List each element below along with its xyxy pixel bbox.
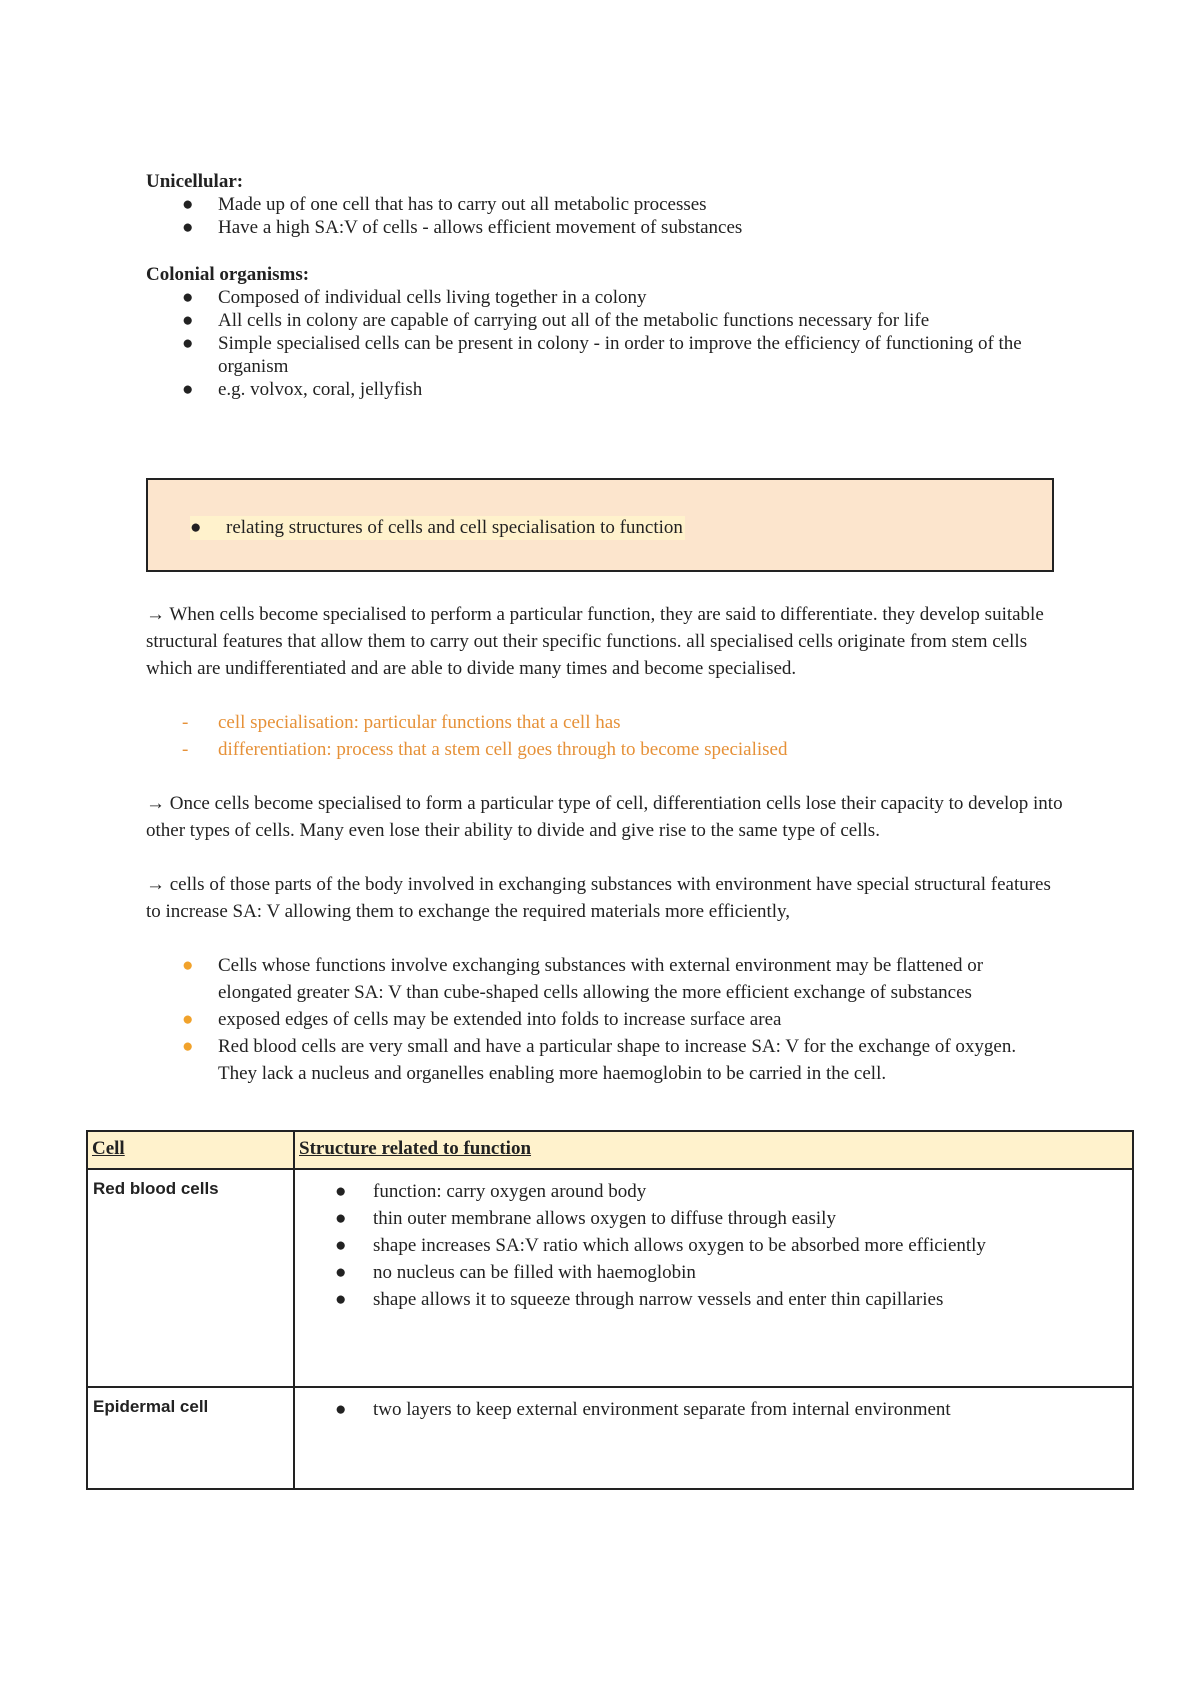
unicellular-section <box>146 170 1046 239</box>
bullet-icon: ● <box>182 955 194 976</box>
list-item: ● e.g. volvox, coral, jellyfish <box>182 379 423 400</box>
list-item: ● Made up of one cell that has to carry out all metabolic processes <box>182 194 707 215</box>
bullet-icon: ● <box>182 1009 194 1030</box>
syllabus-callout-box <box>146 478 1054 572</box>
bullet-icon: ● <box>335 1208 347 1229</box>
colonial-section <box>146 263 1046 401</box>
list-item: ● All cells in colony are capable of carrying out all of the metabolic functions necessary for life <box>182 310 930 331</box>
bullet-icon: ● <box>190 517 202 538</box>
list-item: ● Have a high SA:V of cells - allows efficient movement of substances <box>182 217 743 238</box>
table-cell-description <box>294 1169 1133 1387</box>
list-item: ● shape increases SA:V ratio which allows oxygen to be absorbed more efficiently <box>295 1232 1132 1259</box>
bullet-icon: ● <box>182 217 194 238</box>
list-item: - cell specialisation: particular functions that a cell has <box>182 712 621 733</box>
colonial-heading: Colonial organisms: <box>146 264 310 285</box>
bullet-icon: ● <box>335 1235 347 1256</box>
callout-text: ● relating structures of cells and cell specialisation to function <box>190 517 683 538</box>
list-item: ● Cells whose functions involve exchanging substances with external environment may be flattened or elongated greater SA: V than cube-shaped cells allowing the more efficient exchange of substances <box>146 952 1056 1006</box>
cell-structure-table <box>86 1130 1134 1490</box>
bullet-icon: ● <box>182 310 194 331</box>
colonial-list <box>146 286 1046 401</box>
paragraph-differentiation: → When cells become specialised to perform a particular function, they are said to differentiate. they develop suitable structural features that allow them to carry out their specific functions. all specialised cells originate from stem cells which are undifferentiated and are able to divide many times and become specialised. <box>146 604 1044 679</box>
list-item: ● thin outer membrane allows oxygen to diffuse through easily <box>295 1205 1132 1232</box>
bullet-icon: ● <box>335 1262 347 1283</box>
bullet-icon: ● <box>182 1036 194 1057</box>
list-item: ● Simple specialised cells can be present in colony - in order to improve the efficiency of functioning of the organism <box>182 333 1022 377</box>
unicellular-list <box>146 193 1046 239</box>
list-item: ● Composed of individual cells living together in a colony <box>182 287 647 308</box>
bullet-icon: ● <box>335 1399 347 1420</box>
table-row <box>87 1169 1133 1387</box>
list-item: ● shape allows it to squeeze through narrow vessels and enter thin capillaries <box>295 1286 1132 1313</box>
features-list <box>146 952 1056 1087</box>
list-item: ● function: carry oxygen around body <box>295 1178 1132 1205</box>
table-cell-description <box>294 1387 1133 1489</box>
list-item: ● two layers to keep external environment separate from internal environment <box>295 1396 1132 1423</box>
bullet-icon: ● <box>182 194 194 215</box>
table-header-cell: Cell <box>87 1131 294 1169</box>
paragraph-specialised-cells: → Once cells become specialised to form a particular type of cell, differentiation cells lose their capacity to develop into other types of cells. Many even lose their ability to divide and give rise to the same type of cells. <box>146 793 1063 841</box>
bullet-icon: ● <box>182 287 194 308</box>
list-item: ● exposed edges of cells may be extended into folds to increase surface area <box>146 1006 1056 1033</box>
bullet-icon: ● <box>182 333 194 354</box>
list-item: ● Red blood cells are very small and have a particular shape to increase SA: V for the exchange of oxygen. They lack a nucleus and organelles enabling more haemoglobin to be carried in the cell. <box>146 1033 1056 1087</box>
bullet-icon: ● <box>182 379 194 400</box>
bullet-icon: ● <box>335 1289 347 1310</box>
table-cell-name: Red blood cells <box>87 1169 294 1387</box>
list-item: ● no nucleus can be filled with haemoglobin <box>295 1259 1132 1286</box>
definitions-list <box>146 709 1046 763</box>
paragraph-exchange-surfaces: → cells of those parts of the body involved in exchanging substances with environment have special structural features to increase SA: V allowing them to exchange the required materials more efficiently, <box>146 874 1051 922</box>
table-header-structure: Structure related to function <box>294 1131 1133 1169</box>
table-cell-name: Epidermal cell <box>87 1387 294 1489</box>
bullet-icon: ● <box>335 1181 347 1202</box>
unicellular-heading: Unicellular: <box>146 171 244 192</box>
table-row <box>87 1387 1133 1489</box>
list-item: - differentiation: process that a stem cell goes through to become specialised <box>182 739 788 760</box>
